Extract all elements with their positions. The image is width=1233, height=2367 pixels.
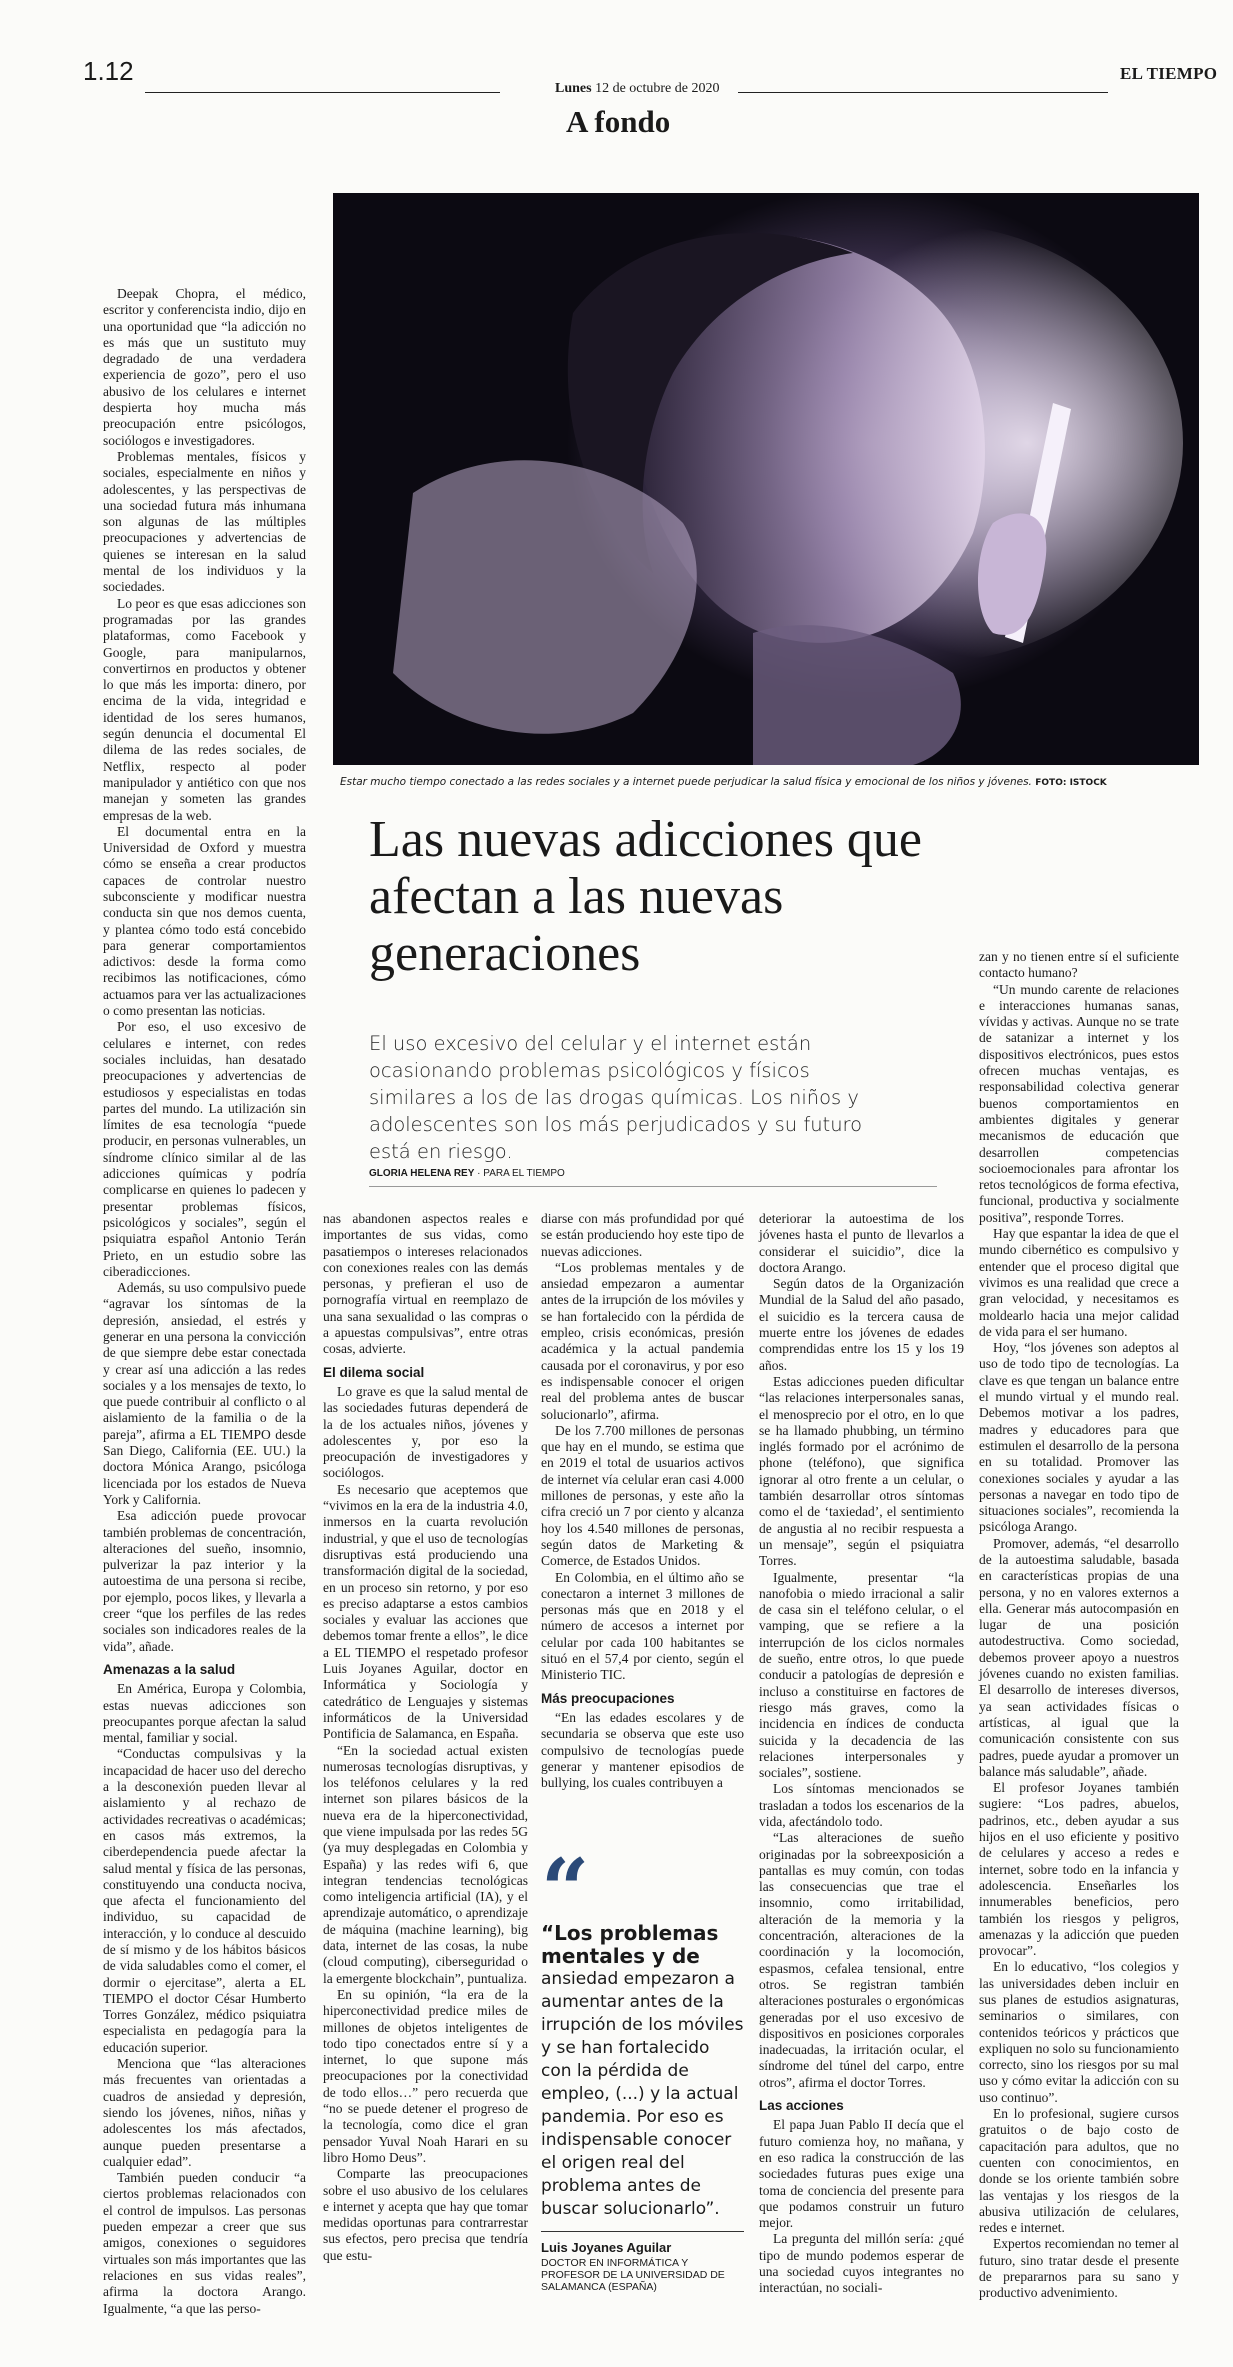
article-photo: [333, 193, 1199, 765]
pull-quote-lead: “Los problemas mentales y de: [541, 1921, 719, 1968]
header-rule-right: [738, 92, 1108, 93]
article-column-1: [103, 286, 306, 2317]
paragraph: Hay que espantar la idea de que el mundo cibernético es compulsivo y entender que el proceso digital que vivimos es una realidad que crece a gran velocidad, y necesitamos es moldearlo hacia una mejor calidad de vida para el ser humano.: [979, 1226, 1179, 1339]
issue-date-rest: 12 de octubre de 2020: [595, 81, 720, 96]
subheading: Amenazas a la salud: [103, 1661, 236, 1677]
paragraph: Comparte las preocupaciones sobre el uso abusivo de los celulares e internet y acepta que hay que tomar medidas oportunas para contrarrestar sus efectos, pero precisa que tendría que estu-: [323, 2166, 528, 2263]
paragraph: En América, Europa y Colombia, estas nuevas adicciones son preocupantes porque afectan la salud mental, familiar y social.: [103, 1681, 306, 1746]
article-deck: El uso excesivo del celular y el internet están ocasionando problemas psicológicos y físicos similares a los de las drogas químicas. Los niños y adolescentes son los más perjudicados y su futuro está en riesgo.: [369, 1032, 863, 1163]
paragraph: nas abandonen aspectos reales e importantes de sus vidas, como pasatiempos o intereses relacionados con conexiones reales con las demás personas, y prefieran el uso de pornografía virtual en reemplazo de una sana sexualidad o las compras o a apuestas compulsivas”, entre otras cosas, advierte.: [323, 1211, 528, 1357]
paragraph: Esa adicción puede provocar también problemas de concentración, alteraciones del sueño, insomnio, pulverizar la paz interior y la autoestima de una persona si recibe, por ejemplo, pocos likes, y llevarla a creer “que los perfiles de las redes sociales son indicadores reales de la vida”, añade.: [103, 1508, 306, 1654]
pull-quote-text: ansiedad empezaron a aumentar antes de la irrupción de los móviles y se han fortalecido con la pérdida de empleo, (...) y la actual pandemia. Por eso es indispensable conocer el origen real del problema antes de buscar solucionarlo”.: [541, 1969, 744, 2219]
issue-date: [555, 81, 720, 97]
photo-caption-text: Estar mucho tiempo conectado a las redes sociales y a internet puede perjudicar la salud física y emocional de los niños y jóvenes.: [340, 776, 1032, 788]
paragraph: Lo peor es que esas adicciones son programadas por las grandes plataformas, como Facebook y Google, para manipularnos, convertirnos en productos y obtener lo que más les importa: dinero, por encima de la vida, integridad e identidad de los seres humanos, según denuncia el documental El dilema de las redes sociales, de Netflix, respecto al poder manipulador y antiético con que nos manejan y someten las grandes empresas de la web.: [103, 595, 306, 823]
photo-credit: FOTO: ISTOCK: [1035, 778, 1107, 788]
article-column-2: [323, 1211, 528, 2264]
paragraph: En lo educativo, “los colegios y las universidades deben incluir en sus planes de estudios asignaturas, seminarios o similares, con contenidos teóricos y prácticos que expliquen no solo su funcionamiento correcto, sino los riesgos por su mal uso y cómo evitar la adicción con su uso continuo”.: [979, 1959, 1179, 2105]
paragraph: “Un mundo carente de relaciones e interacciones humanas sanas, vívidas y activas. Aunque no se trate de satanizar a internet y los dispositivos electrónicos, pues estos ofrecen muchas ventajas, es responsabilidad colectiva generar buenos comportamientos en ambientes digitales y generar mecanismos de educación que desarrollen competencias socioemocionales para afrontar los retos tecnológicos de forma efectiva, funcional, productiva y socialmente positiva”, responde Torres.: [979, 981, 1179, 1225]
paragraph: Deepak Chopra, el médico, escritor y conferencista indio, dijo en una oportunidad que “la adicción no es más que un sustituto muy degradado de una verdadera experiencia de gozo”, pero el uso abusivo de los celulares e internet despierta hoy mucha más preocupación entre psicólogos, sociólogos e investigadores.: [103, 286, 306, 448]
byline-author: GLORIA HELENA REY: [369, 1168, 475, 1179]
paragraph: Lo grave es que la salud mental de las sociedades futuras dependerá de la de los actuales niños, jóvenes y adolescentes y, por eso la preocupación de investigadores y sociólogos.: [323, 1383, 528, 1481]
subheading: Más preocupaciones: [541, 1690, 675, 1706]
child-with-phone-illustration: [333, 193, 1199, 765]
paragraph: De los 7.700 millones de personas que hay en el mundo, se estima que en 2019 el total de usuarios activos de internet vía celular eran casi 4.000 millones de personas, y este año la cifra creció un 7 por ciento y alcanza hoy los 4.540 millones de personas, según datos de Marketing & Comerce, de Estados Unidos.: [541, 1422, 744, 1569]
paragraph: zan y no tienen entre sí el suficiente contacto humano?: [979, 949, 1179, 981]
paragraph: deteriorar la autoestima de los jóvenes hasta el punto de llevarlos a considerar el suicidio”, dice la doctora Arango.: [759, 1211, 964, 1275]
page-number: 1.12: [83, 56, 134, 86]
article-column-5: [979, 949, 1179, 2302]
quote-mark-icon: “: [541, 1840, 590, 1939]
pull-quote-rule: [541, 2231, 744, 2232]
byline-suffix: · PARA EL TIEMPO: [477, 1168, 565, 1179]
subheading: Las acciones: [759, 2098, 844, 2114]
paragraph: Es necesario que aceptemos que “vivimos en la era de la industria 4.0, inmersos en la cuarta revolución industrial, y que el uso de tecnologías disruptivas está produciendo una transformación digital de la sociedad, en un proceso sin retorno, y por eso es preciso adaptarse a estos cambios sociales y evaluar las acciones que debemos tomar frente a ellos”, le dice a EL TIEMPO el respetado profesor Luis Joyanes Aguilar, doctor en Informática y Sociología y catedrático de Lenguajes y sistemas informáticos de la Universidad Pontificia de Salamanca, en España.: [323, 1481, 528, 1742]
paragraph: Los síntomas mencionados se trasladan a todos los escenarios de la vida, afectándolo todo.: [759, 1781, 964, 1829]
paragraph: Expertos recomiendan no temer al futuro, sino tratar desde el presente de prepararnos para su sano y productivo advenimiento.: [979, 2236, 1179, 2301]
paragraph: En su opinión, “la era de la hiperconectividad predice miles de millones de objetos inteligentes de todo tipo conectados entre sí y a internet, lo que supone más preocupaciones por la conectividad de todo ellos…” pero recuerda que “no se puede detener el progreso de la tecnología, como dice el gran pensador Yuval Noah Harari en su libro Homo Deus”.: [323, 1986, 528, 2165]
section-title: A fondo: [566, 104, 671, 139]
pull-quote-author: Luis Joyanes Aguilar: [541, 2240, 672, 2255]
paragraph: “En las edades escolares y de secundaria se observa que este uso compulsivo de tecnologías puede generar y mantener episodios de bullying, los cuales contribuyen a: [541, 1709, 744, 1791]
issue-date-day: Lunes: [555, 81, 592, 96]
paragraph: La pregunta del millón sería: ¿qué tipo de mundo podemos esperar de una sociedad cuyos integrantes no interactúan, no sociali-: [759, 2231, 964, 2296]
pull-quote-role: DOCTOR EN INFORMÁTICA Y PROFESOR DE LA UNIVERSIDAD DE SALAMANCA (ESPAÑA): [541, 2257, 725, 2293]
paragraph: Hoy, “los jóvenes son adeptos al uso de todo tipo de tecnologías. La clave es que tengan un balance entre el mundo virtual y el mundo real. Debemos motivar a los padres, madres y educadores para que estimulen el desarrollo de la persona en su totalidad. Promover las conexiones sociales y ayudar a las personas a navegar en todo tipo de situaciones sociales”, recomienda la psicóloga Arango.: [979, 1340, 1179, 1535]
article-headline: Las nuevas adicciones que afectan a las nuevas generaciones: [369, 811, 923, 982]
paragraph: “Las alteraciones de sueño originadas por la sobreexposición a pantallas es muy común, con todas las consecuencias que trae el insomnio, como irritabilidad, alteración de la memoria y la concentración, alteraciones de la coordinación y la locomoción, espasmos, cefalea tensional, entre otros. Se registran también alteraciones posturales o ergonómicas generadas por el uso excesivo de dispositivos en posiciones corporales inadecuadas, la irritación ocular, el síndrome del túnel del carpo, entre otros”, afirma el doctor Torres.: [759, 1830, 964, 2090]
paragraph: El papa Juan Pablo II decía que el futuro comienza hoy, no mañana, y en eso radica la construcción de las sociedades futuras pues exige una toma de conciencia del presente para que podamos construir un futuro mejor.: [759, 2117, 964, 2231]
paragraph: El documental entra en la Universidad de Oxford y muestra cómo se enseña a crear productos capaces de controlar nuestro subconsciente y modificar nuestra conducta sin que nos demos cuenta, y plantea cómo todo está concebido para generar comportamientos adictivos: desde la forma como recibimos las notificaciones, cómo actuamos para ver las actualizaciones o como presentan las noticias.: [103, 823, 306, 1019]
paragraph: Promover, además, “el desarrollo de la autoestima saludable, basada en características propias de una persona, y no en valores externos a ella. Generar más autocompasión en lugar de una posición autodestructiva. Como sociedad, debemos proveer apoyo a nuestros jóvenes cuando no existen familias. El desarrollo de intereses diversos, ya sean actividades físicas o artísticas, al igual que la comunicación consistente con sus padres, puede ayudar a promover un balance más saludable”, añade.: [979, 1535, 1179, 1779]
byline: [369, 1168, 565, 1179]
paragraph: “Conductas compulsivas y la incapacidad de hacer uso del derecho a la desconexión pueden llevar al aislamiento y al rechazo de actividades recreativas o académicas; en casos más extremos, la ciberdependencia puede afectar la salud mental y física de las personas, constituyendo una conducta nociva, que afecta el funcionamiento del individuo, su capacidad de interacción, y lo conduce al descuido de sí mismo y de los hábitos básicos de vida saludables como el comer, el dormir o ejercitase”, alerta a EL TIEMPO el doctor César Humberto Torres González, médico psiquiatra especialista en pedagogía para la educación superior.: [103, 1746, 306, 2055]
paragraph: En Colombia, en el último año se conectaron a internet 3 millones de personas más que en 2018 y el número de accesos a internet por celular por cada 100 habitantes se situó en el 57,4 por ciento, según el Ministerio TIC.: [541, 1569, 744, 1683]
paragraph: Según datos de la Organización Mundial de la Salud del año pasado, el suicidio es la tercera causa de muerte entre los jóvenes de edades comprendidas entre los 15 y los 19 años.: [759, 1276, 964, 1373]
newspaper-brand: EL TIEMPO: [1120, 64, 1218, 83]
paragraph: Menciona que “las alteraciones más frecuentes van orientadas a cuadros de ansiedad y depresión, siendo los jóvenes, niños, niñas y adolescentes los más afectados, aunque pueden presentarse a cualquier edad”.: [103, 2056, 306, 2169]
paragraph: Además, su uso compulsivo puede “agravar los síntomas de la depresión, ansiedad, el estrés y generar en una persona la convicción de que siempre debe estar conectada y crear así una adicción a las redes sociales y a los mensajes de texto, lo que puede contribuir al conflicto o al aislamiento de la familia o de la pareja”, afirma a EL TIEMPO desde San Diego, California (EE. UU.) la doctora Mónica Arango, psicóloga licenciada por los estados de Nueva York y California.: [103, 1280, 306, 1507]
paragraph: “Los problemas mentales y de ansiedad empezaron a aumentar antes de la irrupción de los móviles y se han fortalecido con la pérdida de empleo, crisis económicas, presión académica y la actual pandemia causada por el coronavirus, y por eso es indispensable conocer el origen real del problema antes de buscar solucionarlo”, afirma.: [541, 1259, 744, 1422]
paragraph: En lo profesional, sugiere cursos gratuitos o de bajo costo de capacitación para adultos, que no cuenten con conocimientos, en donde se los oriente también sobre las ventajas y los riesgos de la abusiva utilización de celulares, redes e internet.: [979, 2106, 1179, 2236]
paragraph: El profesor Joyanes también sugiere: “Los padres, abuelos, padrinos, etc., deben ayudar a sus hijos en el uso eficiente y positivo de celulares y acceso a redes e internet, sobre todo en la infancia y adolescencia. Enseñarles los innumerables beneficios, pero también los riesgos y peligros, amenazas y la adicción que pueden provocar”.: [979, 1780, 1179, 1959]
paragraph: También pueden conducir “a ciertos problemas relacionados con el control de impulsos. Las personas pueden empezar a creer que sus amigos, conexiones o seguidores virtuales son más importantes que las relaciones en sus vidas reales”, afirma la doctora Arango. Igualmente, “a que las perso-: [103, 2170, 306, 2316]
paragraph: Problemas mentales, físicos y sociales, especialmente en niños y adolescentes, y las perspectivas de una sociedad futura más inhumana son algunas de las múltiples preocupaciones y advertencias de quienes se interesan en la salud mental de los individuos y la sociedades.: [103, 448, 306, 595]
paragraph: Estas adicciones pueden dificultar “las relaciones interpersonales sanas, el menosprecio por el otro, en lo que se ha llamado phubbing, un término inglés formado por el acrónimo de phone (teléfono), que significa ignorar al otro frente a un celular, o también desarrollar otros síntomas como el de ‘taxiedad’, el sentimiento de angustia al no recibir respuesta a un mensaje”, según el psiquiatra Torres.: [759, 1373, 964, 1569]
subheading: El dilema social: [323, 1364, 425, 1380]
header-rule-left: [145, 92, 500, 93]
paragraph: Por eso, el uso excesivo de celulares e internet, con redes sociales incluidas, han desatado preocupaciones y advertencias de estudiosos y especialistas en todas partes del mundo. La utilización sin límites de esa tecnología “puede producir, en personas vulnerables, un síndrome clínico similar al de las adicciones químicas y podría complicarse en quienes lo padecen y presentar problemas físicos, psicológicos y sociales”, según el psiquiatra español Antonio Terán Prieto, en un estudio sobre las ciberadicciones.: [103, 1019, 306, 1279]
article-column-4: [759, 1211, 964, 2297]
paragraph: “En la sociedad actual existen numerosas tecnologías disruptivas, y los teléfonos celulares y la red internet son pilares básicos de la nueva era de la hiperconectividad, que viene impulsada por las redes 5G (ya muy desplegadas en Colombia y España) y las redes wifi 6, que integran tendencias tecnológicas como inteligencia artificial (IA), y el aprendizaje automático, o aprendizaje de máquina (machine learning), big data, internet de las cosas, la nube (cloud computing), ciberseguridad o la emergente blockchain”, puntualiza.: [323, 1742, 528, 1986]
byline-rule: [369, 1186, 937, 1187]
photo-caption: [340, 776, 1200, 788]
pull-quote: [541, 1840, 744, 2293]
paragraph: diarse con más profundidad por qué se están produciendo hoy este tipo de nuevas adicciones.: [541, 1211, 744, 1259]
article-column-3: [541, 1211, 744, 1791]
paragraph: Igualmente, presentar “la nanofobia o miedo irracional a salir de casa sin el teléfono celular, o el vamping, que se refiere a la interrupción de los ciclos normales de sueño, entre otros, lo que puede conducir a patologías de depresión e incluso a constituirse en factores de riesgo más graves, como la incidencia en índices de conducta suicida y la decadencia de las relaciones interpersonales y sociales”, sostiene.: [759, 1569, 964, 1781]
